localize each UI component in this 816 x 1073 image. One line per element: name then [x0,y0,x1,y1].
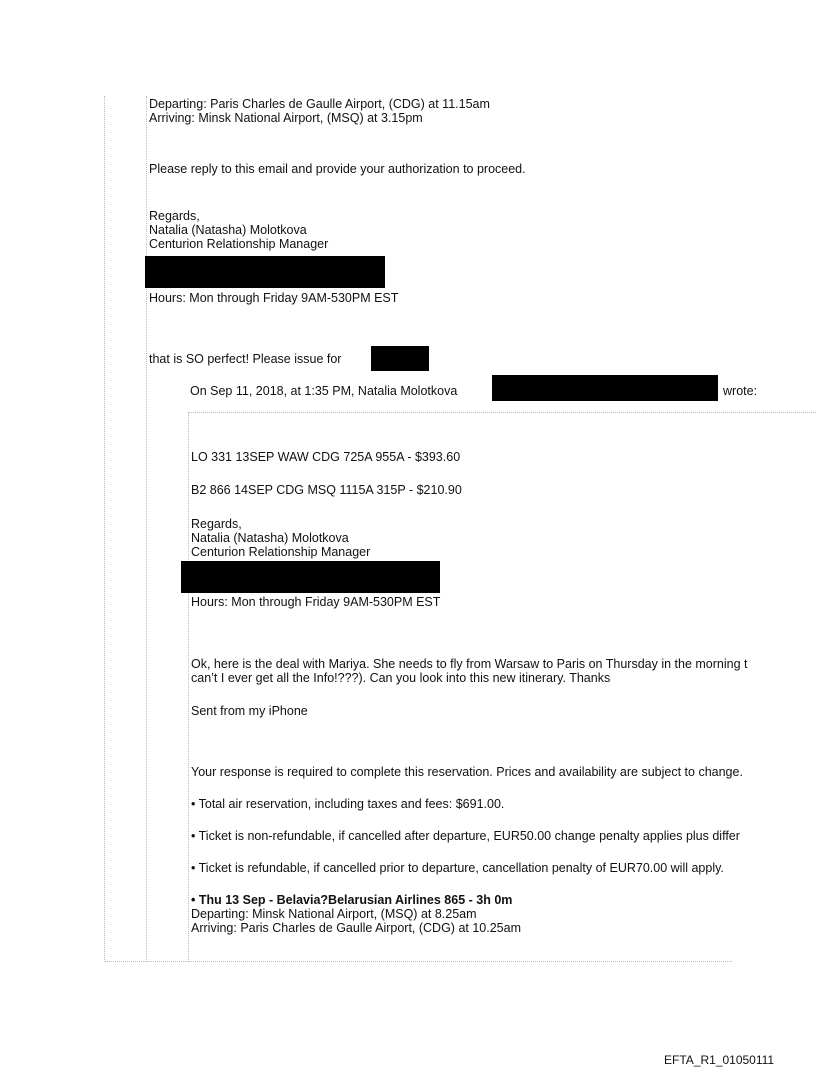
reply-request: Please reply to this email and provide your authorization to proceed. [149,162,526,176]
quote-header-suffix: wrote: [723,384,758,398]
hours-line: Hours: Mon through Friday 9AM-530PM EST [191,595,441,609]
inner-quote-border-left [188,412,189,962]
segment-title: • Thu 13 Sep - Belavia?Belarusian Airlines 865 - 3h 0m [191,893,513,907]
flight-line: B2 866 14SEP CDG MSQ 1115A 315P - $210.90 [191,483,462,497]
signature-title: Centurion Relationship Manager [149,237,329,251]
response-required: Your response is required to complete this reservation. Prices and availability are subject to change. [191,765,743,779]
hours-line: Hours: Mon through Friday 9AM-530PM EST [149,291,399,305]
bullet-item: • Ticket is refundable, if cancelled prior to departure, cancellation penalty of EUR70.00 will apply. [191,861,724,875]
document-id: EFTA_R1_01050111 [664,1053,775,1067]
redaction-block [371,346,429,371]
arriving-line: Arriving: Minsk National Airport, (MSQ) at 3.15pm [149,111,423,125]
quote-border-left [146,96,147,962]
redaction-block [492,375,718,401]
signature-name: Natalia (Natasha) Molotkova [149,223,307,237]
bullet-item: • Total air reservation, including taxes and fees: $691.00. [191,797,505,811]
regards: Regards, [149,209,200,223]
segment-departing: Departing: Minsk National Airport, (MSQ) at 8.25am [191,907,477,921]
quote-border-bottom [104,961,732,962]
sent-from: Sent from my iPhone [191,704,308,718]
deal-line: can’t I ever get all the Info!???). Can you look into this new itinerary. Thanks [191,671,611,685]
redaction-block [181,561,440,593]
flight-line: LO 331 13SEP WAW CDG 725A 955A - $393.60 [191,450,461,464]
bullet-item: • Ticket is non-refundable, if cancelled after departure, EUR50.00 change penalty applies plus differ [191,829,740,843]
reply-text: that is SO perfect! Please issue for [149,352,342,366]
departing-line: Departing: Paris Charles de Gaulle Airport, (CDG) at 11.15am [149,97,490,111]
signature-name: Natalia (Natasha) Molotkova [191,531,349,545]
regards: Regards, [191,517,242,531]
deal-line: Ok, here is the deal with Mariya. She needs to fly from Warsaw to Paris on Thursday in the morning t [191,657,748,671]
quote-header-prefix: On Sep 11, 2018, at 1:35 PM, Natalia Molotkova [190,384,458,398]
signature-title: Centurion Relationship Manager [191,545,371,559]
inner-quote-border-top [188,412,816,413]
redaction-block [145,256,385,288]
segment-arriving: Arriving: Paris Charles de Gaulle Airport, (CDG) at 10.25am [191,921,521,935]
quote-border-outer [104,96,105,962]
